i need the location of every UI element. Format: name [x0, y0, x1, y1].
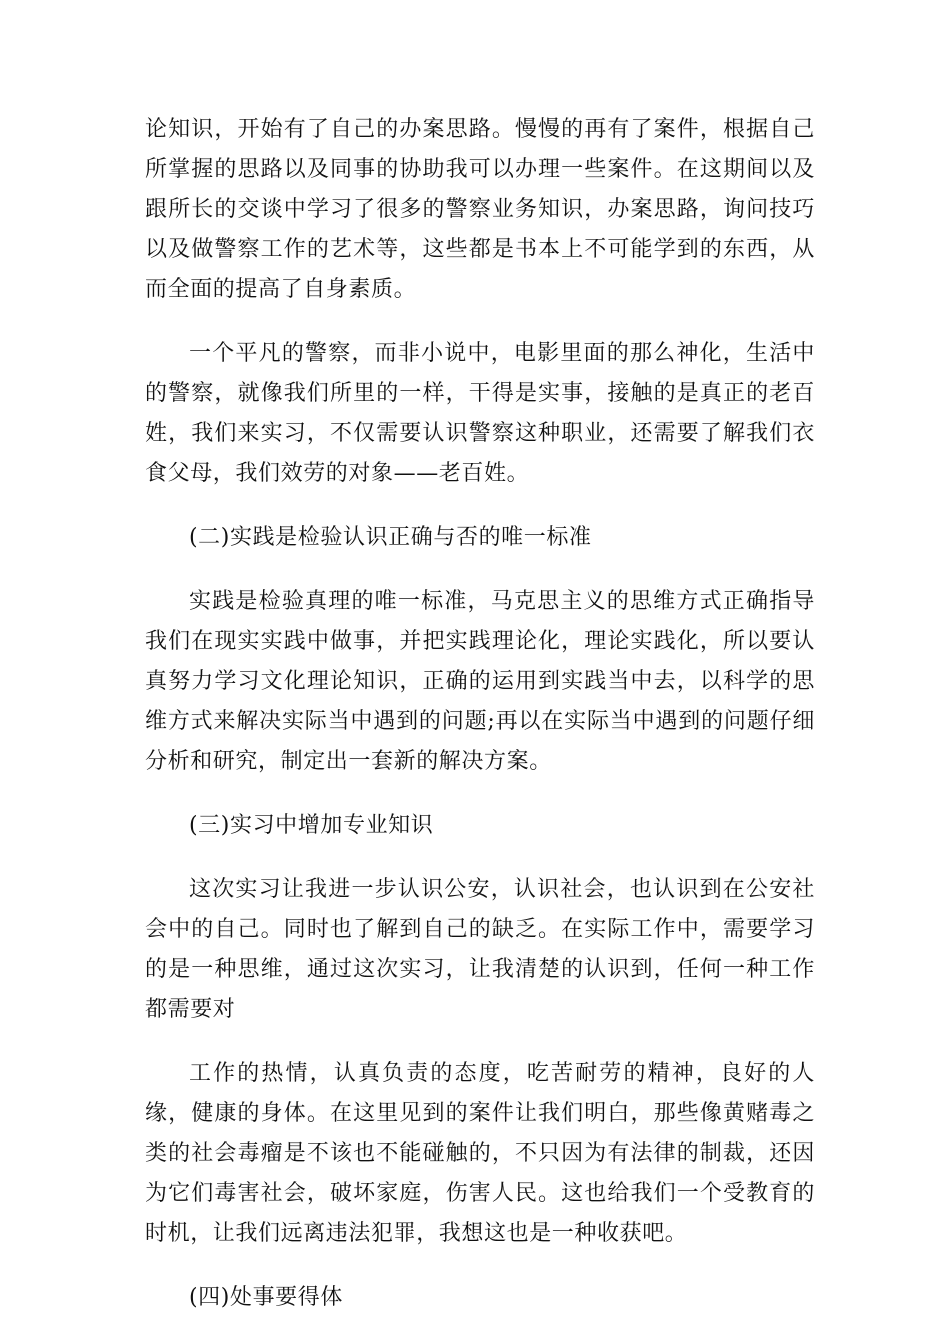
paragraph-internship-knowledge: 这次实习让我进一步认识公安，认识社会，也认识到在公安社会中的自己。同时也了解到自己的缺乏。在实际工作中，需要学习的是一种思维，通过这次实习，让我清楚的认识到，任何一种工作都需要对	[145, 877, 815, 1022]
paragraph-police-life: 一个平凡的警察，而非小说中，电影里面的那么神化，生活中的警察，就像我们所里的一样，干得是实事，接触的是真正的老百姓，我们来实习，不仅需要认识警察这种职业，还需要了解我们衣食父母，我们效劳的对象——老百姓。	[145, 341, 815, 486]
paragraph-work-attitude: 工作的热情，认真负责的态度，吃苦耐劳的精神，良好的人缘，健康的身体。在这里见到的案件让我们明白，那些像黄赌毒之类的社会毒瘤是不该也不能碰触的，不只因为有法律的制裁，还因为它们毒害社会，破坏家庭，伤害人民。这也给我们一个受教育的时机，让我们远离违法犯罪，我想这也是一种收获吧。	[145, 1061, 815, 1246]
paragraph-practice-standard: 实践是检验真理的唯一标准，马克思主义的思维方式正确指导我们在现实实践中做事，并把实践理论化，理论实践化，所以要认真努力学习文化理论知识，正确的运用到实践当中去，以科学的思维方式来解决实际当中遇到的问题;再以在实际当中遇到的问题仔细分析和研究，制定出一套新的解决方案。	[145, 589, 815, 774]
section-heading-2: (二)实践是检验认识正确与否的唯一标准	[189, 525, 592, 550]
section-heading-4: (四)处事要得体	[189, 1285, 343, 1310]
document-body	[145, 110, 815, 1342]
paragraph-continuation: 论知识，开始有了自己的办案思路。慢慢的再有了案件，根据自己所掌握的思路以及同事的协助我可以办理一些案件。在这期间以及跟所长的交谈中学习了很多的警察业务知识，办案思路，询问技巧以及做警察工作的艺术等，这些都是书本上不可能学到的东西，从而全面的提高了自身素质。	[145, 117, 815, 302]
section-heading-3: (三)实习中增加专业知识	[189, 813, 434, 838]
